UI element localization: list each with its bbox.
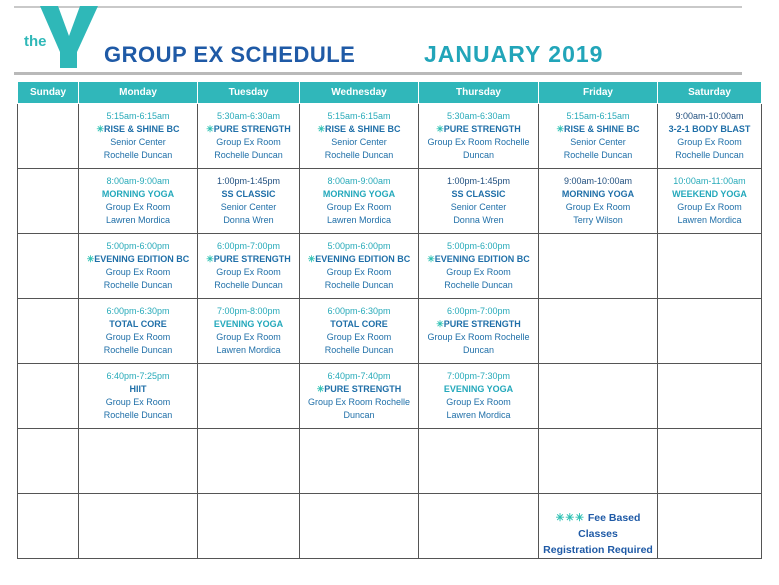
class-entry <box>198 104 299 162</box>
class-cell <box>419 169 539 234</box>
class-entry <box>419 169 538 227</box>
class-time: 5:30am-6:30am <box>446 111 511 121</box>
top-divider <box>14 6 742 8</box>
day-cell <box>419 494 539 559</box>
fee-legend <box>539 494 657 558</box>
class-name: PURE STRENGTH <box>443 319 521 329</box>
class-instructor: Lawren Mordica <box>105 215 171 225</box>
day-cell <box>18 364 79 429</box>
day-cell <box>658 429 762 494</box>
class-time: 6:00pm-7:00pm <box>216 241 281 251</box>
class-location: Group Ex Room <box>326 267 392 277</box>
class-cell <box>300 364 419 429</box>
week-row <box>18 364 762 429</box>
class-location: Group Ex Room Rochelle <box>427 137 530 147</box>
class-time: 5:15am-6:15am <box>106 111 170 121</box>
class-time: 1:00pm-1:45pm <box>216 176 281 186</box>
week-row <box>18 234 762 299</box>
class-name: PURE STRENGTH <box>213 254 291 264</box>
class-name-line <box>300 123 418 136</box>
class-name: EVENING EDITION BC <box>94 254 190 264</box>
class-name-line <box>79 188 197 201</box>
day-header-thursday: Thursday <box>419 82 539 104</box>
class-cell <box>539 169 658 234</box>
class-entry <box>658 169 761 227</box>
day-header-sunday: Sunday <box>18 82 79 104</box>
class-instructor: Rochelle Duncan <box>444 280 513 290</box>
class-cell <box>419 299 539 364</box>
day-cell <box>539 234 658 299</box>
class-cell <box>198 169 300 234</box>
class-location: Group Ex Room <box>677 137 742 147</box>
class-name-line <box>79 123 197 136</box>
class-name-line <box>79 318 197 331</box>
class-location: Senior Center <box>450 202 507 212</box>
class-cell <box>79 299 198 364</box>
day-cell <box>419 429 539 494</box>
class-name-line <box>658 123 761 136</box>
class-instructor: Rochelle Duncan <box>103 280 173 290</box>
day-cell <box>539 299 658 364</box>
class-instructor: Rochelle Duncan <box>214 150 283 160</box>
day-cell <box>658 299 762 364</box>
class-entry <box>658 104 761 162</box>
class-name: EVENING YOGA <box>213 319 284 329</box>
class-entry <box>300 234 418 292</box>
class-instructor: Duncan <box>462 150 495 160</box>
class-time: 7:00pm-8:00pm <box>216 306 281 316</box>
page-title: GROUP EX SCHEDULE <box>104 42 356 67</box>
class-name: PURE STRENGTH <box>213 124 291 134</box>
class-name-line <box>300 383 418 396</box>
day-header-friday: Friday <box>539 82 658 104</box>
class-instructor: Donna Wren <box>223 215 274 225</box>
day-cell <box>18 234 79 299</box>
class-location: Group Ex Room <box>446 267 511 277</box>
class-name-line <box>198 188 299 201</box>
class-instructor: Lawren Mordica <box>216 345 281 355</box>
class-name-line <box>419 123 538 136</box>
class-name-line <box>198 318 299 331</box>
class-cell <box>79 169 198 234</box>
class-time: 7:00pm-7:30pm <box>446 371 511 381</box>
class-entry <box>79 104 197 162</box>
class-name-line <box>198 253 299 266</box>
class-time: 8:00am-9:00am <box>106 176 170 186</box>
class-time: 9:00am-10:00am <box>675 111 744 121</box>
class-entry <box>198 234 299 292</box>
class-name: MORNING YOGA <box>322 189 396 199</box>
class-location: Senior Center <box>220 202 277 212</box>
class-instructor: Lawren Mordica <box>326 215 392 225</box>
class-cell <box>419 104 539 169</box>
class-time: 5:00pm-6:00pm <box>327 241 391 251</box>
class-entry <box>79 169 197 227</box>
asterisk-icon: ✳ <box>436 319 444 329</box>
asterisk-icon: ✳ <box>427 254 435 264</box>
class-name-line <box>79 383 197 396</box>
class-time: 6:00pm-7:00pm <box>446 306 511 316</box>
logo-text: the <box>24 33 47 50</box>
day-cell <box>198 364 300 429</box>
class-name: MORNING YOGA <box>561 189 635 199</box>
day-cell <box>539 364 658 429</box>
class-instructor: Rochelle Duncan <box>103 150 173 160</box>
class-location: Senior Center <box>110 137 166 147</box>
class-time: 5:30am-6:30am <box>216 111 281 121</box>
class-location: Group Ex Room <box>105 397 171 407</box>
legend-line-1 <box>539 510 657 542</box>
ymca-logo <box>22 6 98 68</box>
class-instructor: Duncan <box>343 410 375 420</box>
class-location: Group Ex Room <box>565 202 631 212</box>
class-cell <box>658 104 762 169</box>
class-cell <box>79 104 198 169</box>
class-instructor: Rochelle Duncan <box>675 150 744 160</box>
day-cell <box>79 494 198 559</box>
class-instructor: Rochelle Duncan <box>103 410 173 420</box>
class-cell <box>300 169 419 234</box>
class-instructor: Donna Wren <box>453 215 504 225</box>
asterisk-icon: ✳ <box>556 124 565 134</box>
day-cell <box>18 299 79 364</box>
schedule-body <box>18 104 762 559</box>
class-name-line <box>79 253 197 266</box>
class-name-line <box>419 253 538 266</box>
class-instructor: Rochelle Duncan <box>103 345 173 355</box>
class-name-line <box>300 188 418 201</box>
class-entry <box>419 234 538 292</box>
class-name-line <box>539 188 657 201</box>
class-entry <box>300 299 418 357</box>
day-cell <box>18 429 79 494</box>
day-cell <box>658 234 762 299</box>
class-cell <box>419 234 539 299</box>
class-location: Group Ex Room <box>216 267 281 277</box>
class-location: Senior Center <box>331 137 387 147</box>
class-name-line <box>419 383 538 396</box>
header-divider <box>14 72 742 75</box>
class-name: EVENING EDITION BC <box>434 254 530 264</box>
day-cell <box>658 494 762 559</box>
day-cell <box>198 494 300 559</box>
class-name-line <box>300 318 418 331</box>
class-entry <box>79 299 197 357</box>
class-cell <box>79 234 198 299</box>
class-entry <box>79 364 197 422</box>
class-time: 5:15am-6:15am <box>327 111 391 121</box>
week-row <box>18 169 762 234</box>
class-cell <box>419 364 539 429</box>
class-instructor: Terry Wilson <box>573 215 623 225</box>
day-cell <box>198 429 300 494</box>
asterisk-icon: ✳ <box>206 254 214 264</box>
day-cell <box>539 429 658 494</box>
class-instructor: Rochelle Duncan <box>324 345 394 355</box>
asterisk-icon: ✳ <box>206 124 214 134</box>
class-name: RISE & SHINE BC <box>564 124 640 134</box>
class-name: PURE STRENGTH <box>443 124 521 134</box>
class-entry <box>300 364 418 422</box>
class-instructor: Duncan <box>462 345 495 355</box>
class-cell <box>79 364 198 429</box>
class-name: SS CLASSIC <box>221 189 276 199</box>
day-cell <box>658 364 762 429</box>
class-entry <box>539 104 657 162</box>
class-name: HIIT <box>129 384 147 394</box>
class-name-line <box>539 123 657 136</box>
class-name: RISE & SHINE BC <box>104 124 180 134</box>
class-location: Senior Center <box>570 137 626 147</box>
day-cell <box>18 494 79 559</box>
class-location: Group Ex Room <box>326 332 392 342</box>
class-time: 1:00pm-1:45pm <box>446 176 511 186</box>
class-name: RISE & SHINE BC <box>325 124 401 134</box>
class-cell <box>539 104 658 169</box>
class-name: SS CLASSIC <box>451 189 506 199</box>
week-row <box>18 494 762 559</box>
class-time: 8:00am-9:00am <box>327 176 391 186</box>
class-name-line <box>419 188 538 201</box>
class-entry <box>198 299 299 357</box>
class-location: Group Ex Room Rochelle <box>307 397 411 407</box>
class-name-line <box>300 253 418 266</box>
class-location: Group Ex Room <box>677 202 742 212</box>
asterisk-icon: ✳ <box>86 254 95 264</box>
legend-fee-text: Fee Based Classes <box>578 512 641 540</box>
class-instructor: Rochelle Duncan <box>214 280 283 290</box>
day-cell <box>79 429 198 494</box>
class-location: Group Ex Room <box>216 332 281 342</box>
class-time: 5:00pm-6:00pm <box>446 241 511 251</box>
class-cell <box>300 299 419 364</box>
class-entry <box>419 364 538 422</box>
asterisk-icon: ✳ <box>317 124 326 134</box>
day-header-tuesday: Tuesday <box>198 82 300 104</box>
class-time: 5:00pm-6:00pm <box>106 241 170 251</box>
class-entry <box>300 169 418 227</box>
class-time: 10:00am-11:00am <box>673 176 746 186</box>
class-name-line <box>198 123 299 136</box>
class-entry <box>198 169 299 227</box>
day-header-saturday: Saturday <box>658 82 762 104</box>
class-location: Group Ex Room <box>326 202 392 212</box>
class-instructor: Rochelle Duncan <box>324 280 394 290</box>
class-entry <box>419 299 538 357</box>
class-instructor: Lawren Mordica <box>677 215 742 225</box>
asterisk-icon: ✳ <box>307 254 316 264</box>
class-name: PURE STRENGTH <box>324 384 402 394</box>
class-instructor: Rochelle Duncan <box>563 150 633 160</box>
class-entry <box>300 104 418 162</box>
asterisk-icon: ✳ <box>436 124 444 134</box>
class-cell <box>198 234 300 299</box>
class-cell <box>198 104 300 169</box>
class-instructor: Lawren Mordica <box>446 410 511 420</box>
class-name-line <box>419 318 538 331</box>
day-cell <box>300 429 419 494</box>
day-header-monday: Monday <box>79 82 198 104</box>
class-location: Group Ex Room <box>105 332 171 342</box>
schedule-table <box>17 81 762 559</box>
day-header-wednesday: Wednesday <box>300 82 419 104</box>
class-name-line <box>658 188 761 201</box>
class-cell <box>300 234 419 299</box>
class-name: WEEKEND YOGA <box>672 189 747 199</box>
day-cell <box>300 494 419 559</box>
asterisk-icon: ✳ <box>96 124 105 134</box>
day-header-row <box>18 82 762 104</box>
day-cell <box>18 104 79 169</box>
week-row <box>18 429 762 494</box>
class-name: MORNING YOGA <box>101 189 175 199</box>
class-entry <box>79 234 197 292</box>
asterisk-icon: ✳✳✳ <box>555 512 585 524</box>
class-location: Group Ex Room <box>216 137 281 147</box>
class-location: Group Ex Room <box>446 397 511 407</box>
asterisk-icon: ✳ <box>316 384 325 394</box>
class-name: EVENING YOGA <box>443 384 514 394</box>
class-entry <box>419 104 538 162</box>
legend-registration-text: Registration Required <box>543 544 653 556</box>
class-entry <box>539 169 657 227</box>
class-cell <box>300 104 419 169</box>
class-location: Group Ex Room Rochelle <box>427 332 530 342</box>
class-time: 9:00am-10:00am <box>563 176 633 186</box>
day-cell <box>18 169 79 234</box>
week-row <box>18 299 762 364</box>
class-time: 6:40pm-7:25pm <box>106 371 170 381</box>
class-name: 3-2-1 BODY BLAST <box>668 124 751 134</box>
legend-cell <box>539 494 658 559</box>
schedule-month: JANUARY 2019 <box>424 41 604 67</box>
class-location: Group Ex Room <box>105 267 171 277</box>
class-name: TOTAL CORE <box>330 319 388 329</box>
class-cell <box>198 299 300 364</box>
class-name: TOTAL CORE <box>109 319 167 329</box>
week-row <box>18 104 762 169</box>
class-name: EVENING EDITION BC <box>315 254 411 264</box>
class-instructor: Rochelle Duncan <box>324 150 394 160</box>
class-time: 6:00pm-6:30pm <box>106 306 170 316</box>
class-cell <box>658 169 762 234</box>
class-time: 5:15am-6:15am <box>566 111 630 121</box>
class-location: Group Ex Room <box>105 202 171 212</box>
class-time: 6:40pm-7:40pm <box>327 371 391 381</box>
class-time: 6:00pm-6:30pm <box>327 306 391 316</box>
